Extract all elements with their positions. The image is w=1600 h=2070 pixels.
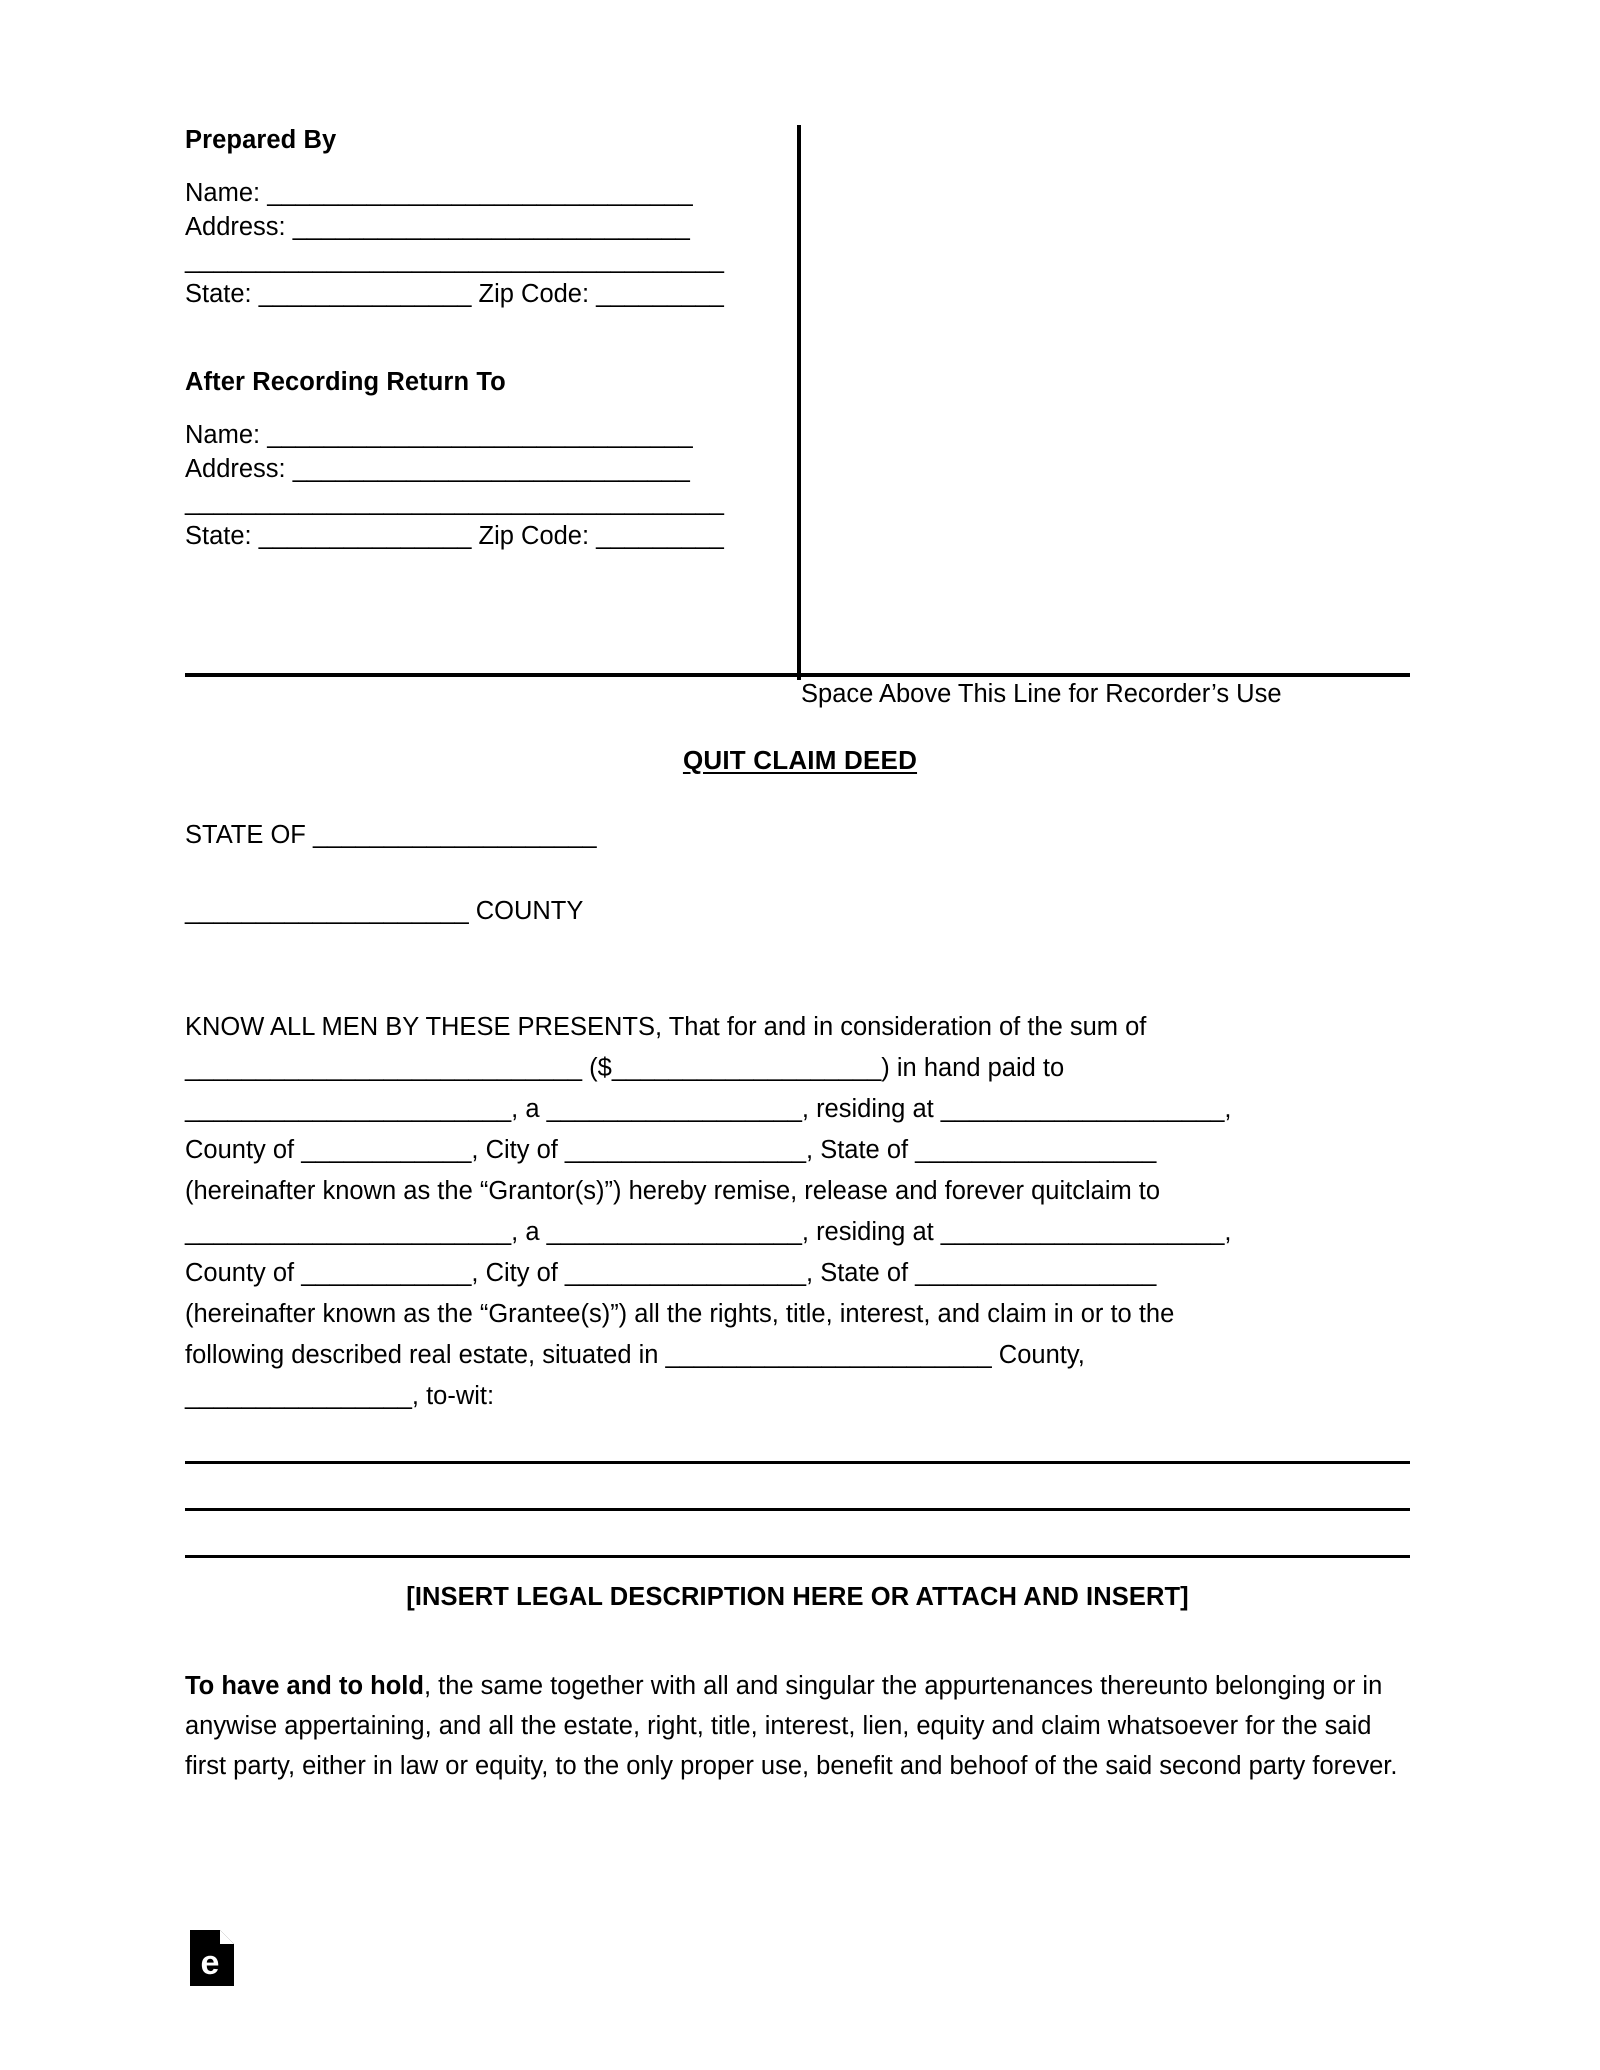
logo-letter-e: e	[200, 1944, 220, 1982]
county-field[interactable]: ____________________ COUNTY	[185, 897, 584, 925]
habendum-lead-text: To have and to hold	[185, 1672, 424, 1700]
prepared-by-address-line2-field[interactable]: ______________________________________	[185, 246, 724, 274]
eforms-logo	[190, 1930, 234, 1986]
consideration-line-4[interactable]: County of ____________, City of _________________, State of _________________	[185, 1136, 1157, 1164]
return-to-state-zip-field[interactable]: State: _______________ Zip Code: _________	[185, 521, 724, 550]
consideration-line-8: (hereinafter known as the “Grantee(s)”) all the rights, title, interest, and claim in or to the	[185, 1300, 1175, 1328]
blank-rule-row	[185, 1464, 1410, 1511]
blank-rule-row	[185, 1417, 1410, 1464]
consideration-line-10[interactable]: ________________, to-wit:	[185, 1382, 495, 1410]
consideration-line-6[interactable]: _______________________, a __________________, residing at ____________________,	[185, 1218, 1232, 1246]
spacer	[185, 397, 800, 419]
legal-description-heading: [INSERT LEGAL DESCRIPTION HERE OR ATTACH AND INSERT]	[406, 1583, 1189, 1611]
prepared-by-state-zip-field[interactable]: State: _______________ Zip Code: _________	[185, 279, 724, 308]
after-recording-return-to-heading: After Recording Return To	[185, 368, 506, 396]
consideration-line-9[interactable]: following described real estate, situated in _______________________ County,	[185, 1341, 1085, 1369]
horizontal-divider-rule	[185, 673, 1410, 677]
return-to-address-field[interactable]: Address: ____________________________	[185, 454, 690, 483]
state-of-field[interactable]: STATE OF ____________________	[185, 821, 597, 849]
spacer	[185, 311, 800, 367]
return-to-name-field[interactable]: Name: ______________________________	[185, 421, 693, 449]
consideration-line-7[interactable]: County of ____________, City of _________________, State of _________________	[185, 1259, 1157, 1287]
consideration-line-1: KNOW ALL MEN BY THESE PRESENTS, That for and in consideration of the sum of	[185, 1013, 1147, 1041]
return-to-address-line2-field[interactable]: ______________________________________	[185, 488, 724, 516]
habendum-paragraph	[185, 1614, 1410, 1786]
prepared-by-heading: Prepared By	[185, 126, 337, 154]
spacer	[185, 932, 1410, 1007]
consideration-line-3[interactable]: _______________________, a __________________, residing at ____________________,	[185, 1095, 1232, 1123]
recorder-use-note: Space Above This Line for Recorder’s Use	[801, 680, 1282, 708]
consideration-line-5: (hereinafter known as the “Grantor(s)”) hereby remise, release and forever quitclaim to	[185, 1177, 1161, 1205]
document-body	[185, 815, 1410, 1786]
prepared-by-name-field[interactable]: Name: ______________________________	[185, 179, 693, 207]
prepared-by-and-return-to-column	[185, 125, 800, 553]
page-title	[0, 745, 1600, 776]
spacer	[185, 155, 800, 177]
blank-rule-row	[185, 1511, 1410, 1558]
page-title-text: QUIT CLAIM DEED	[682, 745, 918, 775]
prepared-by-address-field[interactable]: Address: ____________________________	[185, 212, 690, 241]
vertical-divider-rule	[797, 125, 801, 680]
consideration-line-2[interactable]: ____________________________ ($___________________) in hand paid to	[185, 1054, 1065, 1082]
spacer	[185, 856, 1410, 891]
document-file-icon	[190, 1930, 234, 1986]
habendum-body-text: , the same together with all and singular the appurtenances thereunto belonging or in anywise appertaining, and all the estate, right, title, interest, lien, equity and claim whatsoever for the said first party, either in law or equity, to the only proper use, benefit and behoof of the said second party forever.	[185, 1672, 1398, 1780]
